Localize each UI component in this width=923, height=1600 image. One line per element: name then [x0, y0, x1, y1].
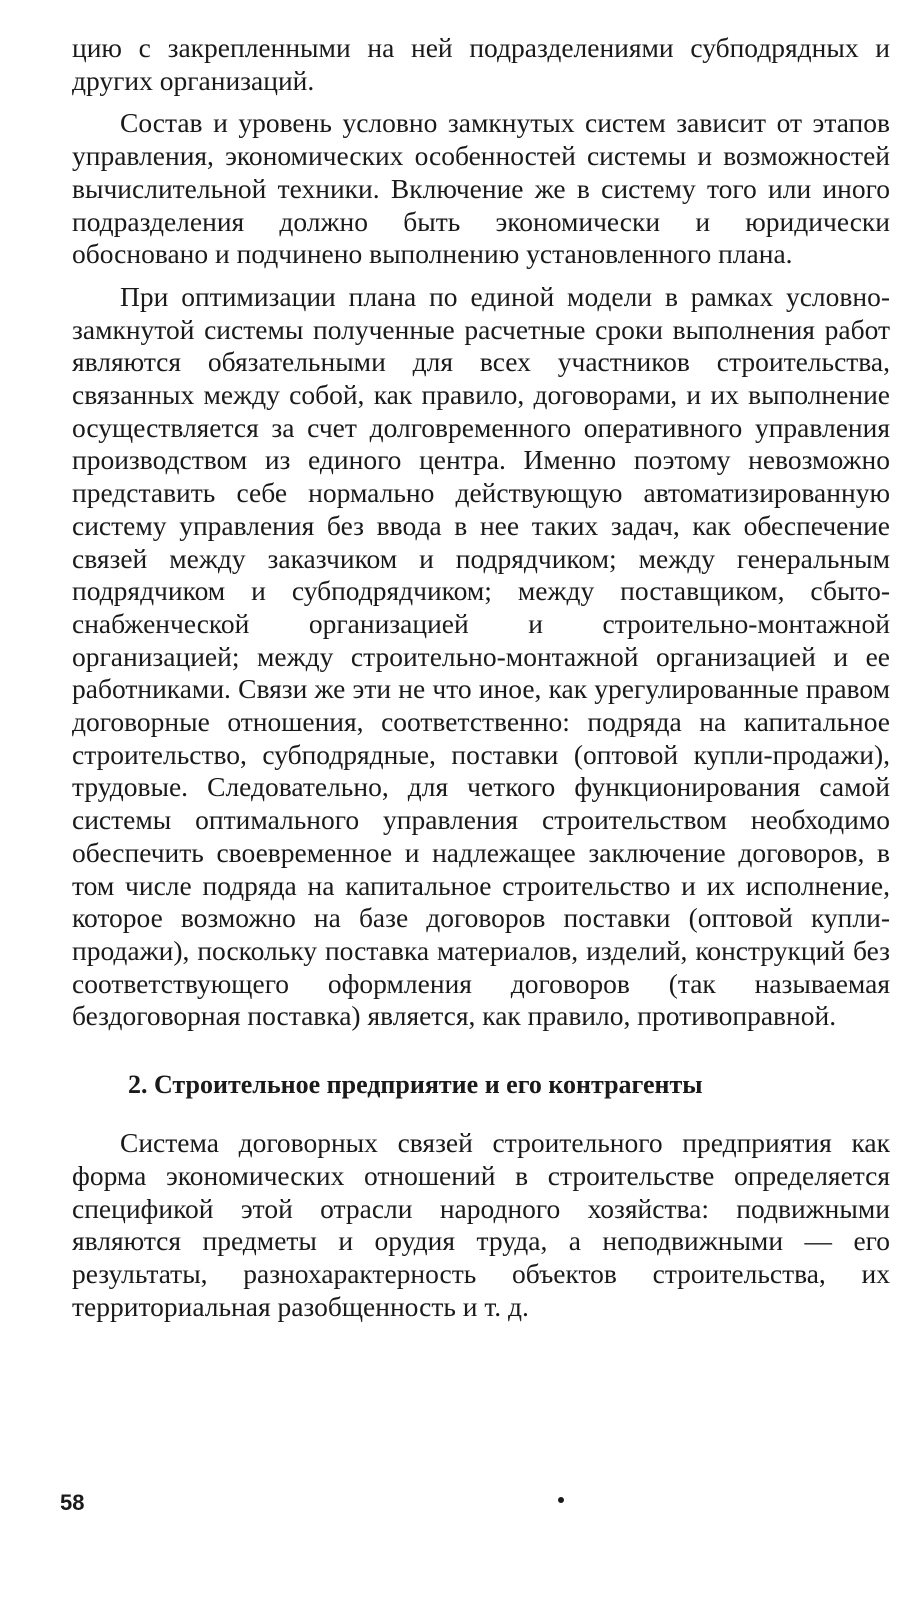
section-heading: 2. Строительное предприятие и его контрагенты [128, 1070, 703, 1100]
page-number: 58 [60, 1490, 85, 1515]
paragraph-plan-optimization: При оптимизации плана по единой модели в рамках условно-замкнутой системы полученные расчетные сроки выполнения работ являются обязательными для всех участников строительства, связанных между собой, как правило, договорами, и их выполнение осуществляется за счет долговременного оперативного управления производством из единого центра. Именно поэтому невозможно представить себе нормально действующую автоматизированную систему управления без ввода в нее таких задач, как обеспечение связей между заказчиком и подрядчиком; между генеральным подрядчиком и субподрядчиком; между поставщиком, сбыто-снабженческой организацией и строительно-монтажной организацией; между строительно-монтажной организацией и ее работниками. Связи же эти не что иное, как урегулированные правом договорные отношения, соответственно: подряда на капитальное строительство, субподрядные, поставки (оптовой купли-продажи), трудовые. Следовательно, для четкого функционирования самой системы оптимального управления строительством необходимо обеспечить своевременное и надлежащее заключение договоров, в том числе подряда на капитальное строительство и их исполнение, которое возможно на базе договоров поставки (оптовой купли-продажи), поскольку поставка материалов, изделий, конструкций без соответствующего оформления договоров (так называемая бездоговорная поставка) является, как правило, противоправной. [72, 280, 890, 1032]
paragraph-continuation: цию с закрепленными на ней подразделениями субподрядных и других организаций. [72, 32, 890, 96]
print-speck [558, 1497, 564, 1503]
paragraph-systems-composition: Состав и уровень условно замкнутых систем зависит от этапов управления, экономических особенностей системы и возможностей вычислительной техники. Включение же в систему того или иного подразделения должно быть экономически и юридически обосновано и подчинено выполнению установленного плана. [72, 107, 890, 270]
paragraph-contract-system: Система договорных связей строительного предприятия как форма экономических отношений в строительстве определяется спецификой этой отрасли народного хозяйства: подвижными являются предметы и орудия труда, а неподвижными — его результаты, разнохарактерность объектов строительства, их территориальная разобщенность и т. д. [72, 1127, 890, 1322]
page-text [72, 32, 890, 1323]
